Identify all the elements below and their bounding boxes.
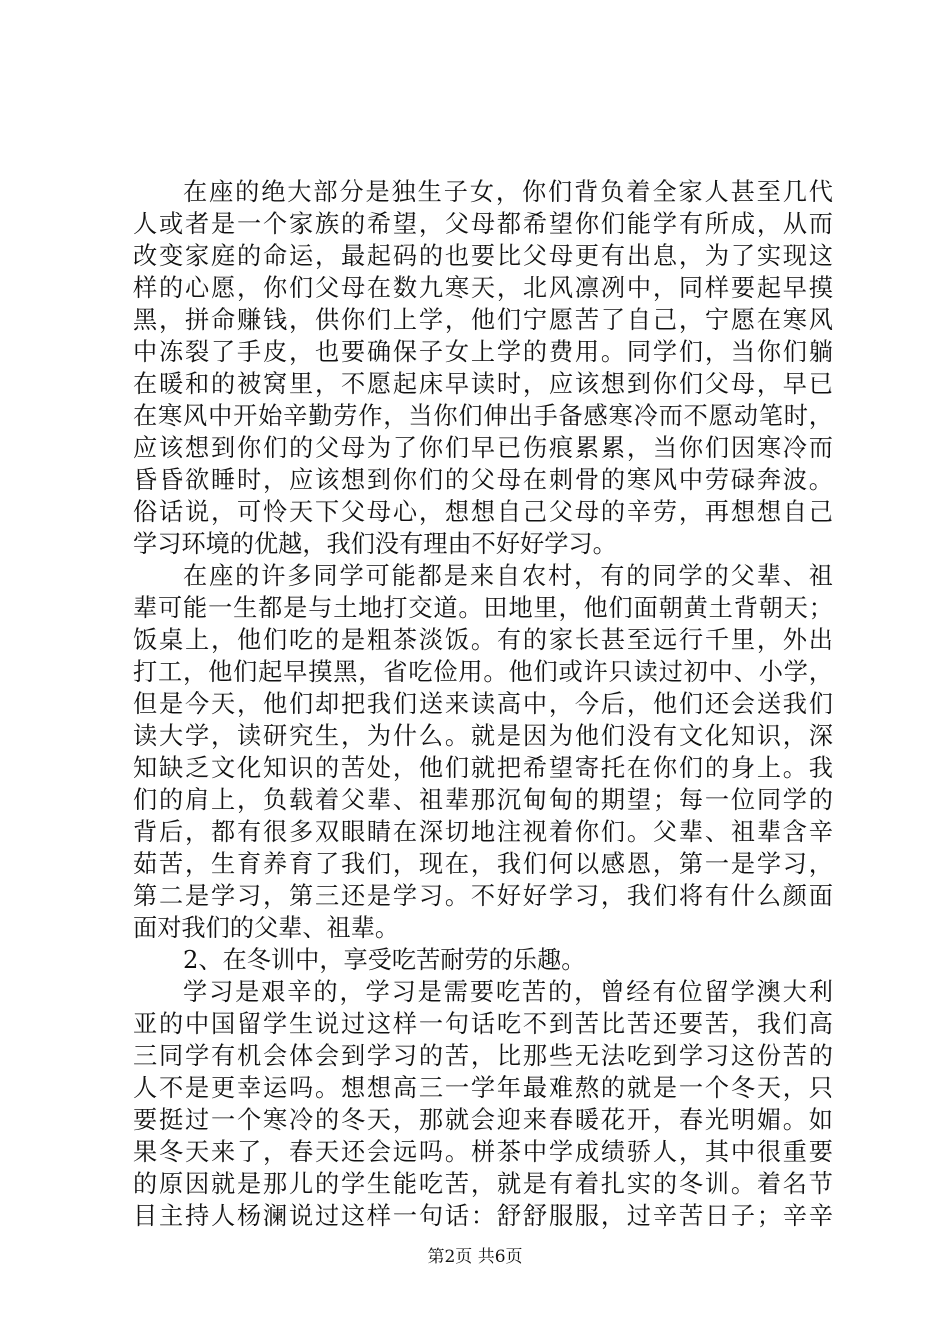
paragraph-line: 应该想到你们的父母为了你们早已伤痕累累，当你们因寒冷而 bbox=[133, 434, 833, 462]
paragraph-line: 要挺过一个寒冷的冬天，那就会迎来春暖花开，春光明媚。如 bbox=[133, 1106, 833, 1134]
paragraph-line: 们的肩上，负载着父辈、祖辈那沉甸甸的期望；每一位同学的 bbox=[133, 786, 833, 814]
paragraph-line: 俗话说，可怜天下父母心，想想自己父母的辛劳，再想想自己 bbox=[133, 498, 833, 526]
paragraph-line: 在寒风中开始辛勤劳作，当你们伸出手备感寒冷而不愿动笔时， bbox=[133, 402, 833, 430]
paragraph-line: 目主持人杨澜说过这样一句话：舒舒服服，过辛苦日子；辛辛 bbox=[133, 1202, 833, 1230]
paragraph-line: 三同学有机会体会到学习的苦，比那些无法吃到学习这份苦的 bbox=[133, 1042, 833, 1070]
paragraph-line: 改变家庭的命运，最起码的也要比父母更有出息，为了实现这 bbox=[133, 242, 833, 270]
paragraph-line: 学习是艰辛的，学习是需要吃苦的，曾经有位留学澳大利 bbox=[183, 978, 833, 1006]
paragraph-line: 的原因就是那儿的学生能吃苦，就是有着扎实的冬训。着名节 bbox=[133, 1170, 833, 1198]
paragraph-line: 第二是学习，第三还是学习。不好好学习，我们将有什么颜面 bbox=[133, 882, 833, 910]
paragraph-line: 果冬天来了，春天还会远吗。栟茶中学成绩骄人，其中很重要 bbox=[133, 1138, 833, 1166]
page-footer bbox=[0, 1242, 950, 1267]
document-body bbox=[133, 176, 833, 1232]
page-number: 第2页 共6页 bbox=[427, 1247, 523, 1267]
paragraph-line: 在暖和的被窝里，不愿起床早读时，应该想到你们父母，早已 bbox=[133, 370, 833, 398]
paragraph-line: 面对我们的父辈、祖辈。 bbox=[133, 914, 400, 942]
paragraph-line: 昏昏欲睡时，应该想到你们的父母在刺骨的寒风中劳碌奔波。 bbox=[133, 466, 833, 494]
paragraph-line: 在座的许多同学可能都是来自农村，有的同学的父辈、祖 bbox=[183, 562, 833, 590]
paragraph-line: 读大学，读研究生，为什么。就是因为他们没有文化知识，深 bbox=[133, 722, 833, 750]
paragraph-line: 饭桌上，他们吃的是粗茶淡饭。有的家长甚至远行千里，外出 bbox=[133, 626, 833, 654]
paragraph-line: 但是今天，他们却把我们送来读高中，今后，他们还会送我们 bbox=[133, 690, 833, 718]
paragraph-line: 辈可能一生都是与土地打交道。田地里，他们面朝黄土背朝天； bbox=[133, 594, 833, 622]
paragraph-line: 学习环境的优越，我们没有理由不好好学习。 bbox=[133, 530, 617, 558]
paragraph-line: 亚的中国留学生说过这样一句话吃不到苦比苦还要苦，我们高 bbox=[133, 1010, 833, 1038]
paragraph-line: 知缺乏文化知识的苦处，他们就把希望寄托在你们的身上。我 bbox=[133, 754, 833, 782]
paragraph-line: 在座的绝大部分是独生子女，你们背负着全家人甚至几代 bbox=[183, 178, 833, 206]
paragraph-line: 背后，都有很多双眼睛在深切地注视着你们。父辈、祖辈含辛 bbox=[133, 818, 833, 846]
paragraph-line: 人不是更幸运吗。想想高三一学年最难熬的就是一个冬天，只 bbox=[133, 1074, 833, 1102]
paragraph-line: 茹苦，生育养育了我们，现在，我们何以感恩，第一是学习， bbox=[133, 850, 833, 878]
paragraph-line: 人或者是一个家族的希望，父母都希望你们能学有所成，从而 bbox=[133, 210, 833, 238]
paragraph-line: 中冻裂了手皮，也要确保子女上学的费用。同学们，当你们躺 bbox=[133, 338, 833, 366]
paragraph-line: 打工，他们起早摸黑，省吃俭用。他们或许只读过初中、小学， bbox=[133, 658, 833, 686]
section-heading: 2、在冬训中，享受吃苦耐劳的乐趣。 bbox=[183, 946, 586, 974]
paragraph-line: 黑，拼命赚钱，供你们上学，他们宁愿苦了自己，宁愿在寒风 bbox=[133, 306, 833, 334]
paragraph-line: 样的心愿，你们父母在数九寒天，北风凛冽中，同样要起早摸 bbox=[133, 274, 833, 302]
